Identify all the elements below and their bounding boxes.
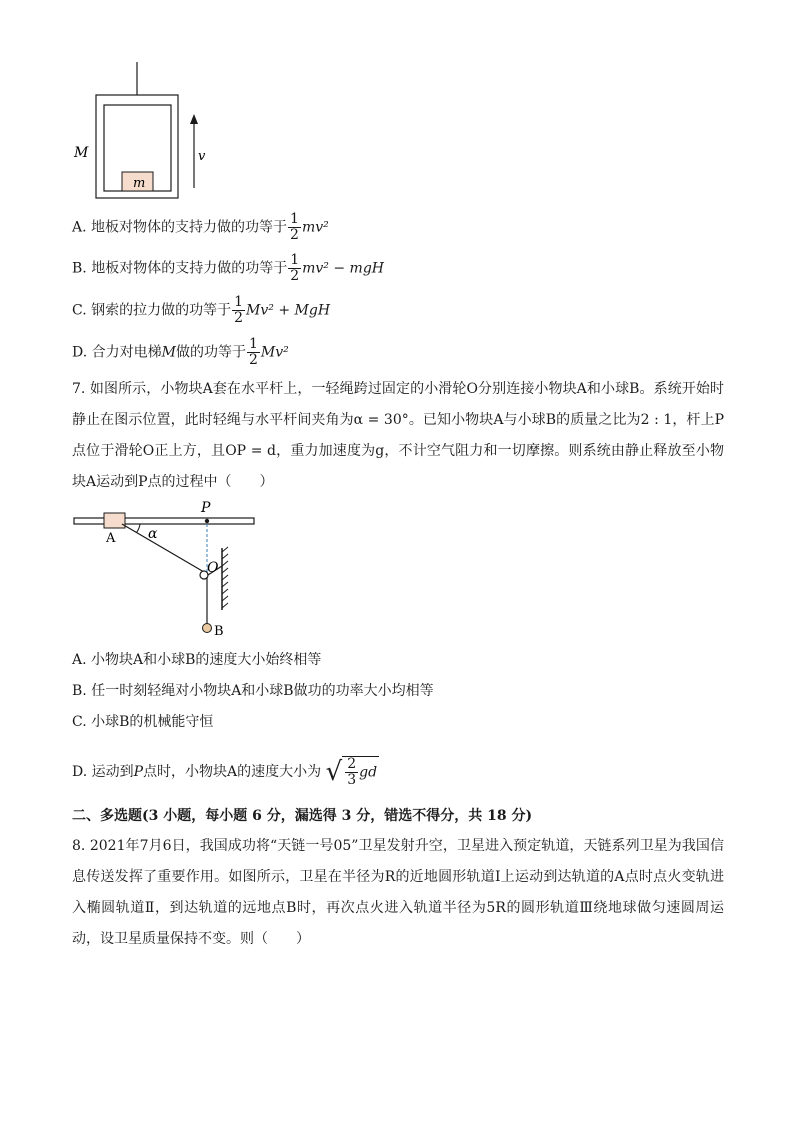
- fraction: $\frac{2}{3}$: [347, 756, 357, 788]
- arrow-head-icon: [190, 114, 198, 124]
- label-b: B: [214, 624, 224, 639]
- label-p: P: [201, 500, 211, 516]
- q6-option-d: D. 合力对电梯M做的功等于 $\frac{1}{2}$ Mv²: [72, 336, 289, 368]
- wall-hatch: [222, 547, 228, 608]
- radical-icon: √: [325, 757, 343, 787]
- ball-b: [203, 624, 212, 633]
- label-M: M: [74, 145, 89, 161]
- rope-a-to-o: [122, 524, 204, 572]
- label-o: O: [207, 560, 219, 576]
- label-m: m: [133, 176, 146, 191]
- block-a: [104, 513, 125, 528]
- q7-option-d: D. 运动到P点时，小物块A的速度大小为 √ $\frac{2}{3}$ gd: [72, 756, 378, 788]
- label-a: A: [106, 531, 116, 546]
- q6-option-a: A. 地板对物体的支持力做的功等于 $\frac{1}{2}$ mv²: [72, 211, 329, 243]
- sqrt-expression: √ $\frac{2}{3}$ gd: [325, 756, 378, 788]
- fraction: $\frac{1}{2}$: [290, 252, 300, 284]
- section-title: 二、多选题(3 小题，每小题 6 分，漏选得 3 分，错选不得分，共 18 分): [72, 808, 533, 824]
- label-alpha: α: [148, 526, 158, 542]
- elevator-figure: [70, 60, 230, 205]
- fraction: $\frac{1}{2}$: [248, 336, 258, 368]
- horizontal-rod: [74, 518, 254, 524]
- q6-option-c: C. 钢索的拉力做的功等于 $\frac{1}{2}$ Mv² + MgH: [72, 294, 331, 326]
- q7-stem: 7. 如图所示，小物块A套在水平杆上，一轻绳跨过固定的小滑轮O分别连接小物块A和小球B。系统开始时静止在图示位置，此时轻绳与水平杆间夹角为α = 30°。已知小物块A与小球B的质量之比为2 : 1，杆上P点位于滑轮O正上方，且OP = d，重力加速度为g，不计空气阻力和一切摩擦。则系统由静止释放至小物块A运动到P点的过程中（ ）: [72, 381, 724, 490]
- q6-option-b: B. 地板对物体的支持力做的功等于 $\frac{1}{2}$ mv² − mgH: [72, 252, 384, 284]
- fraction: $\frac{1}{2}$: [290, 211, 299, 243]
- point-p: [205, 519, 209, 523]
- pulley-figure: [70, 498, 260, 640]
- q7-option-a: A. 小物块A和小球B的速度大小始终相等: [72, 652, 322, 668]
- q7-option-b: B. 任一时刻轻绳对小物块A和小球B做功的功率大小均相等: [72, 683, 434, 699]
- label-v: v: [198, 149, 206, 164]
- angle-arc: [137, 524, 141, 533]
- q7-option-c: C. 小球B的机械能守恒: [72, 714, 214, 730]
- q8-stem: 8. 2021年7月6日，我国成功将“天链一号05”卫星发射升空，卫星进入预定轨道，天链系列卫星为我国信息传送发挥了重要作用。如图所示，卫星在半径为R的近地圆形轨道Ⅰ上运动到达轨道的A点时点火变轨进入椭圆轨道Ⅱ，到达轨道的远地点B时，再次点火进入轨道半径为5R的圆形轨道Ⅲ绕地球做匀速圆周运动，设卫星质量保持不变。则（ ）: [72, 838, 724, 947]
- fraction: $\frac{1}{2}$: [234, 294, 244, 326]
